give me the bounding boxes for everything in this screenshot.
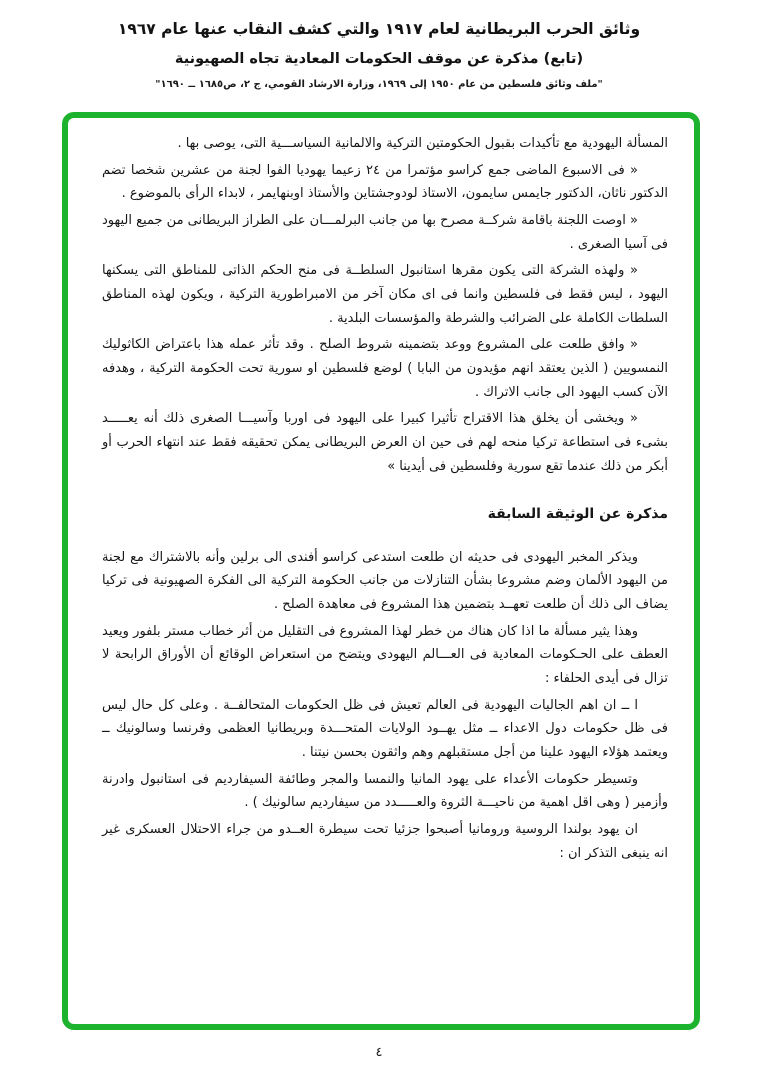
page-number: ٤ <box>375 1045 383 1060</box>
paragraph: وتسيطر حكومات الأعداء على يهود المانيا والنمسا والمجر وطائفة السيفارديم فى استانبول وادرنة وأزمير ( وهى اقل اهمية من ناحيـــة الثروة والعـــــدد من سيفارديم سالونيك ) . <box>102 771 668 811</box>
paragraph: وهذا يثير مسألة ما اذا كان هناك من خطر لهذا المشروع فى التقليل من أثر خطاب مستر بلفور ويعيد العطف على الحـكومات المعادية فى العـــالم اليهودى ويتضح من استعراض الوقائع أن الأوراق الرابحة لا تزال فى أيدى الحلفاء : <box>102 623 668 686</box>
paragraph: « اوصت اللجنة باقامة شركــة مصرح بها من جانب البرلمـــان على الطراز البريطانى من جميع اليهود فى آسيا الصغرى . <box>102 212 668 252</box>
paragraph: المسألة اليهودية مع تأكيدات بقبول الحكومتين التركية والالمانية السياســـية التى، يوصى بها . <box>177 136 668 151</box>
document-body-text <box>68 118 694 865</box>
paragraph: ويذكر المخبر اليهودى فى حديثه ان طلعت استدعى كراسو أفندى الى برلين وأنه بالاشتراك مع لجنة من اليهود الألمان وضم مشروعا بشأن التنازلات من جانب الحكومة التركية الى الفكرة الصهيونية فى تركيا يضاف الى ذلك أن طلعت تعهــد بتضمين هذا المشروع فى معاهدة الصلح . <box>102 549 668 612</box>
paragraph: ان يهود بولندا الروسية ورومانيا أصبحوا جزئيا تحت سيطرة العــدو من جراء الاحتلال العسكرى غير انه ينبغى التذكر ان : <box>102 821 668 861</box>
document-title: وثائق الحرب البريطانية لعام ١٩١٧ والتي كشف النقاب عنها عام ١٩٦٧ <box>117 20 641 38</box>
document-subtitle: (تابع) مذكرة عن موقف الحكومات المعادية تجاه الصهيونية <box>174 51 584 68</box>
section-heading: مذكرة عن الوثيقة السابقة <box>487 506 668 523</box>
paragraph: « وافق طلعت على المشروع ووعد بتضمينه شروط الصلح . وقد تأثر عمله هذا باعتراض الكاثوليك النمسويين ( الذين يعتقد انهم مؤيدون من البابا ) لوضع فلسطين او سورية تحت الحكومة التركية ، وهدفه الآن كسب اليهود الى جانب الاتراك . <box>102 337 668 400</box>
paragraph: ا ــ ان اهم الجاليات اليهودية فى العالم تعيش فى ظل الحكومات المتحالفــة . وعلى كل حال ليس فى ظل حكومات دول الاعداء ــ مثل يهــود الولايات المتحـــدة وبريطانيا العظمى وفرنسا وسالونيك ــ ويعتمد هؤلاء اليهود علينا من أجل مستقبلهم وهم واثقون بحسن نيتنا . <box>102 697 668 760</box>
paragraph: « فى الاسبوع الماضى جمع كراسو مؤتمرا من ٢٤ زعيما يهوديا الفوا لجنة من عشرين شخصا تضم الدكتور ناثان، الدكتور جايمس سايمون، الاستاذ لودوجشتاين والأستاذ اوبنهايمر ، لابداء الرأى بالموضوع . <box>102 162 668 202</box>
paragraph: « ولهذه الشركة التى يكون مقرها استانبول السلطــة فى منح الحكم الذاتى للمناطق التى يسكنها اليهود ، ليس فقط فى فلسطين وانما فى اى مكان آخر من الامبراطورية التركية ، ويكون لهذه المناطق السلطات الكاملة على الضرائب والشرطة والمؤسسات البلدية . <box>102 263 668 326</box>
source-citation: "ملف وثائق فلسطين من عام ١٩٥٠ إلى ١٩٦٩، وزارة الارشاد القومي، ج ٢، ص١٦٨٥ ــ ١٦٩٠" <box>155 79 603 90</box>
highlight-border-frame <box>62 112 700 1030</box>
document-header <box>0 18 758 90</box>
paragraph: « ويخشى أن يخلق هذا الاقتراح تأثيرا كبيرا على اليهود فى اوربا وآسيـــا الصغرى ذلك أنه يعـــــد بشىء فى استطاعة تركيا منحه لهم فى حين ان العرض البريطانى يمكن تحقيقه فقط عند انتهاء الحرب أو أبكر من ذلك عندما تقع سورية وفلسطين فى أيدينا » <box>102 411 668 474</box>
